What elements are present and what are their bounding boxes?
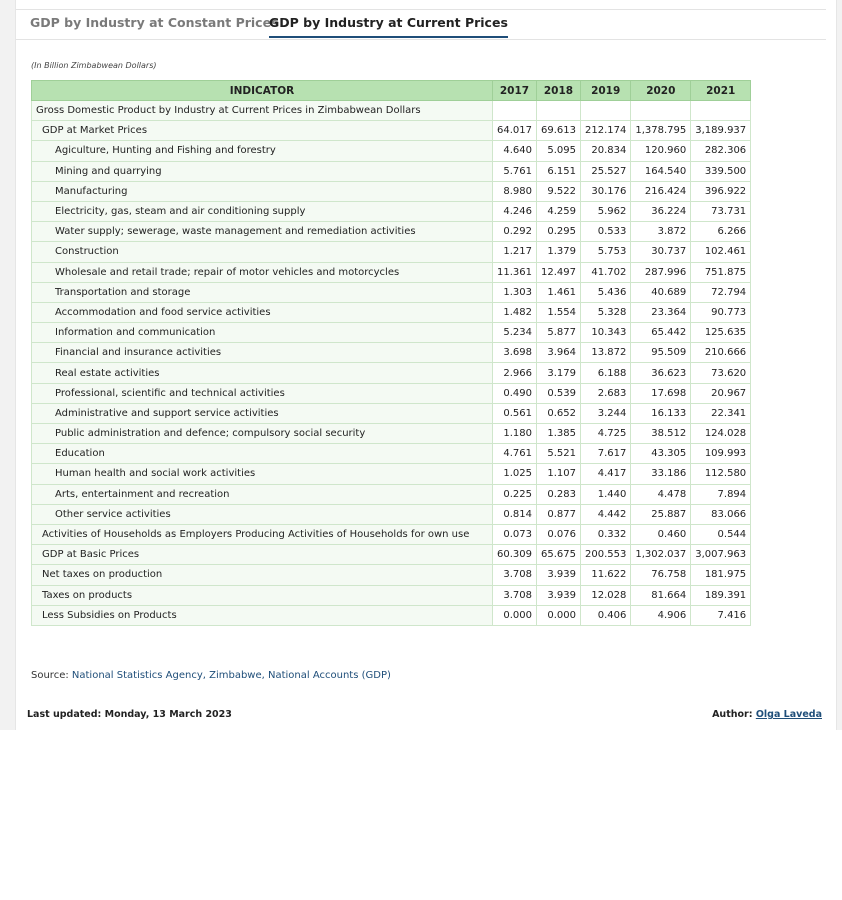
table-body	[32, 101, 751, 626]
indicator-cell: Other service activities	[32, 504, 493, 524]
value-cell: 13.872	[581, 343, 631, 363]
table-row	[32, 424, 751, 444]
value-cell	[581, 101, 631, 121]
value-cell: 0.283	[537, 484, 581, 504]
value-cell: 125.635	[691, 323, 751, 343]
value-cell: 7.416	[691, 605, 751, 625]
column-header-indicator: INDICATOR	[32, 81, 493, 101]
source-line	[31, 670, 391, 681]
value-cell: 7.894	[691, 484, 751, 504]
tab-constant-prices[interactable]: GDP by Industry at Constant Prices	[30, 15, 279, 30]
value-cell: 10.343	[581, 323, 631, 343]
value-cell: 112.580	[691, 464, 751, 484]
last-updated: Last updated: Monday, 13 March 2023	[27, 709, 232, 720]
value-cell: 0.533	[581, 222, 631, 242]
value-cell: 72.794	[691, 282, 751, 302]
value-cell: 36.623	[631, 363, 691, 383]
table-row	[32, 141, 751, 161]
value-cell: 1.554	[537, 302, 581, 322]
value-cell: 2.683	[581, 383, 631, 403]
table-row	[32, 222, 751, 242]
value-cell: 81.664	[631, 585, 691, 605]
value-cell: 102.461	[691, 242, 751, 262]
value-cell: 64.017	[493, 121, 537, 141]
value-cell: 1.025	[493, 464, 537, 484]
table-row	[32, 484, 751, 504]
value-cell: 11.622	[581, 565, 631, 585]
value-cell: 212.174	[581, 121, 631, 141]
value-cell: 396.922	[691, 181, 751, 201]
author-link[interactable]: Olga Laveda	[755, 709, 822, 720]
value-cell: 9.522	[537, 181, 581, 201]
tab-current-prices[interactable]: GDP by Industry at Current Prices	[269, 15, 508, 38]
value-cell: 5.436	[581, 282, 631, 302]
value-cell: 69.613	[537, 121, 581, 141]
indicator-cell: Professional, scientific and technical activities	[32, 383, 493, 403]
value-cell: 16.133	[631, 403, 691, 423]
indicator-cell: Administrative and support service activities	[32, 403, 493, 423]
value-cell: 12.028	[581, 585, 631, 605]
value-cell: 1.180	[493, 424, 537, 444]
value-cell: 216.424	[631, 181, 691, 201]
value-cell: 36.224	[631, 201, 691, 221]
table-row	[32, 101, 751, 121]
value-cell: 1.482	[493, 302, 537, 322]
value-cell: 200.553	[581, 545, 631, 565]
indicator-cell: Financial and insurance activities	[32, 343, 493, 363]
value-cell: 1.303	[493, 282, 537, 302]
table-row	[32, 181, 751, 201]
gdp-table	[31, 80, 751, 626]
value-cell: 3.939	[537, 585, 581, 605]
value-cell: 33.186	[631, 464, 691, 484]
table-row	[32, 121, 751, 141]
value-cell: 124.028	[691, 424, 751, 444]
value-cell: 4.417	[581, 464, 631, 484]
value-cell: 5.761	[493, 161, 537, 181]
value-cell: 5.234	[493, 323, 537, 343]
value-cell: 40.689	[631, 282, 691, 302]
value-cell: 120.960	[631, 141, 691, 161]
value-cell: 5.962	[581, 201, 631, 221]
value-cell: 0.877	[537, 504, 581, 524]
value-cell: 3,189.937	[691, 121, 751, 141]
value-cell: 8.980	[493, 181, 537, 201]
table-row	[32, 444, 751, 464]
value-cell: 4.442	[581, 504, 631, 524]
value-cell: 0.292	[493, 222, 537, 242]
value-cell: 11.361	[493, 262, 537, 282]
indicator-cell: Less Subsidies on Products	[32, 605, 493, 625]
indicator-cell: Accommodation and food service activities	[32, 302, 493, 322]
value-cell: 20.967	[691, 383, 751, 403]
value-cell: 25.527	[581, 161, 631, 181]
table-row	[32, 524, 751, 544]
value-cell: 109.993	[691, 444, 751, 464]
column-header-year: 2018	[537, 81, 581, 101]
indicator-cell: Electricity, gas, steam and air conditioning supply	[32, 201, 493, 221]
value-cell: 0.652	[537, 403, 581, 423]
table-row	[32, 585, 751, 605]
table-row	[32, 323, 751, 343]
value-cell: 6.188	[581, 363, 631, 383]
source-link[interactable]: National Statistics Agency, Zimbabwe, National Accounts (GDP)	[71, 670, 391, 681]
value-cell: 0.406	[581, 605, 631, 625]
value-cell: 4.761	[493, 444, 537, 464]
table-row	[32, 504, 751, 524]
value-cell: 0.539	[537, 383, 581, 403]
value-cell: 4.259	[537, 201, 581, 221]
value-cell: 5.877	[537, 323, 581, 343]
value-cell: 1.385	[537, 424, 581, 444]
value-cell: 22.341	[691, 403, 751, 423]
value-cell: 181.975	[691, 565, 751, 585]
value-cell: 5.328	[581, 302, 631, 322]
table-row	[32, 302, 751, 322]
value-cell: 1.107	[537, 464, 581, 484]
value-cell: 73.731	[691, 201, 751, 221]
column-header-year: 2017	[493, 81, 537, 101]
indicator-cell: Gross Domestic Product by Industry at Current Prices in Zimbabwean Dollars	[32, 101, 493, 121]
indicator-cell: Net taxes on production	[32, 565, 493, 585]
table-row	[32, 262, 751, 282]
indicator-cell: Mining and quarrying	[32, 161, 493, 181]
value-cell: 3.179	[537, 363, 581, 383]
value-cell: 4.906	[631, 605, 691, 625]
value-cell: 3,007.963	[691, 545, 751, 565]
table-header-row	[32, 81, 751, 101]
value-cell: 95.509	[631, 343, 691, 363]
value-cell: 1,378.795	[631, 121, 691, 141]
value-cell	[537, 101, 581, 121]
value-cell	[631, 101, 691, 121]
value-cell: 5.521	[537, 444, 581, 464]
value-cell: 164.540	[631, 161, 691, 181]
value-cell: 4.725	[581, 424, 631, 444]
table-row	[32, 242, 751, 262]
value-cell: 287.996	[631, 262, 691, 282]
table-row	[32, 605, 751, 625]
indicator-cell: Wholesale and retail trade; repair of motor vehicles and motorcycles	[32, 262, 493, 282]
value-cell: 751.875	[691, 262, 751, 282]
indicator-cell: Transportation and storage	[32, 282, 493, 302]
value-cell: 30.176	[581, 181, 631, 201]
indicator-cell: Agiculture, Hunting and Fishing and forestry	[32, 141, 493, 161]
value-cell: 339.500	[691, 161, 751, 181]
value-cell: 0.490	[493, 383, 537, 403]
value-cell: 1.461	[537, 282, 581, 302]
value-cell: 189.391	[691, 585, 751, 605]
value-cell: 41.702	[581, 262, 631, 282]
indicator-cell: Water supply; sewerage, waste management and remediation activities	[32, 222, 493, 242]
author-line	[712, 709, 822, 720]
value-cell: 5.753	[581, 242, 631, 262]
value-cell: 3.872	[631, 222, 691, 242]
value-cell: 1.440	[581, 484, 631, 504]
value-cell: 4.478	[631, 484, 691, 504]
table-row	[32, 363, 751, 383]
value-cell: 0.814	[493, 504, 537, 524]
indicator-cell: Construction	[32, 242, 493, 262]
value-cell: 3.939	[537, 565, 581, 585]
indicator-cell: Human health and social work activities	[32, 464, 493, 484]
value-cell: 90.773	[691, 302, 751, 322]
value-cell: 0.073	[493, 524, 537, 544]
indicator-cell: Real estate activities	[32, 363, 493, 383]
value-cell: 73.620	[691, 363, 751, 383]
indicator-cell: Taxes on products	[32, 585, 493, 605]
table-row	[32, 464, 751, 484]
indicator-cell: Manufacturing	[32, 181, 493, 201]
indicator-cell: Public administration and defence; compulsory social security	[32, 424, 493, 444]
table-row	[32, 201, 751, 221]
value-cell: 0.295	[537, 222, 581, 242]
value-cell: 38.512	[631, 424, 691, 444]
value-cell: 4.640	[493, 141, 537, 161]
value-cell: 20.834	[581, 141, 631, 161]
indicator-cell: Education	[32, 444, 493, 464]
value-cell: 65.675	[537, 545, 581, 565]
value-cell: 0.000	[537, 605, 581, 625]
value-cell: 3.964	[537, 343, 581, 363]
author-label: Author:	[712, 709, 756, 720]
value-cell: 23.364	[631, 302, 691, 322]
value-cell: 6.151	[537, 161, 581, 181]
value-cell: 7.617	[581, 444, 631, 464]
value-cell: 1,302.037	[631, 545, 691, 565]
value-cell: 0.561	[493, 403, 537, 423]
value-cell: 25.887	[631, 504, 691, 524]
indicator-cell: Arts, entertainment and recreation	[32, 484, 493, 504]
indicator-cell: Information and communication	[32, 323, 493, 343]
unit-note: (In Billion Zimbabwean Dollars)	[31, 61, 157, 70]
value-cell: 0.332	[581, 524, 631, 544]
table-row	[32, 403, 751, 423]
value-cell	[493, 101, 537, 121]
value-cell: 2.966	[493, 363, 537, 383]
value-cell: 17.698	[631, 383, 691, 403]
indicator-cell: GDP at Market Prices	[32, 121, 493, 141]
value-cell: 43.305	[631, 444, 691, 464]
source-prefix: Source:	[31, 670, 72, 681]
value-cell: 3.708	[493, 585, 537, 605]
value-cell	[691, 101, 751, 121]
value-cell: 0.076	[537, 524, 581, 544]
tab-bar	[16, 9, 826, 40]
value-cell: 0.544	[691, 524, 751, 544]
column-header-year: 2021	[691, 81, 751, 101]
value-cell: 210.666	[691, 343, 751, 363]
value-cell: 30.737	[631, 242, 691, 262]
table-row	[32, 545, 751, 565]
value-cell: 76.758	[631, 565, 691, 585]
indicator-cell: GDP at Basic Prices	[32, 545, 493, 565]
value-cell: 5.095	[537, 141, 581, 161]
column-header-year: 2020	[631, 81, 691, 101]
value-cell: 12.497	[537, 262, 581, 282]
value-cell: 4.246	[493, 201, 537, 221]
table-row	[32, 161, 751, 181]
value-cell: 83.066	[691, 504, 751, 524]
table-row	[32, 282, 751, 302]
column-header-year: 2019	[581, 81, 631, 101]
indicator-cell: Activities of Households as Employers Producing Activities of Households for own use	[32, 524, 493, 544]
value-cell: 65.442	[631, 323, 691, 343]
value-cell: 1.217	[493, 242, 537, 262]
value-cell: 3.244	[581, 403, 631, 423]
table-row	[32, 565, 751, 585]
table-row	[32, 383, 751, 403]
value-cell: 6.266	[691, 222, 751, 242]
table-row	[32, 343, 751, 363]
value-cell: 0.000	[493, 605, 537, 625]
value-cell: 0.460	[631, 524, 691, 544]
value-cell: 3.708	[493, 565, 537, 585]
value-cell: 282.306	[691, 141, 751, 161]
value-cell: 0.225	[493, 484, 537, 504]
value-cell: 1.379	[537, 242, 581, 262]
value-cell: 60.309	[493, 545, 537, 565]
value-cell: 3.698	[493, 343, 537, 363]
